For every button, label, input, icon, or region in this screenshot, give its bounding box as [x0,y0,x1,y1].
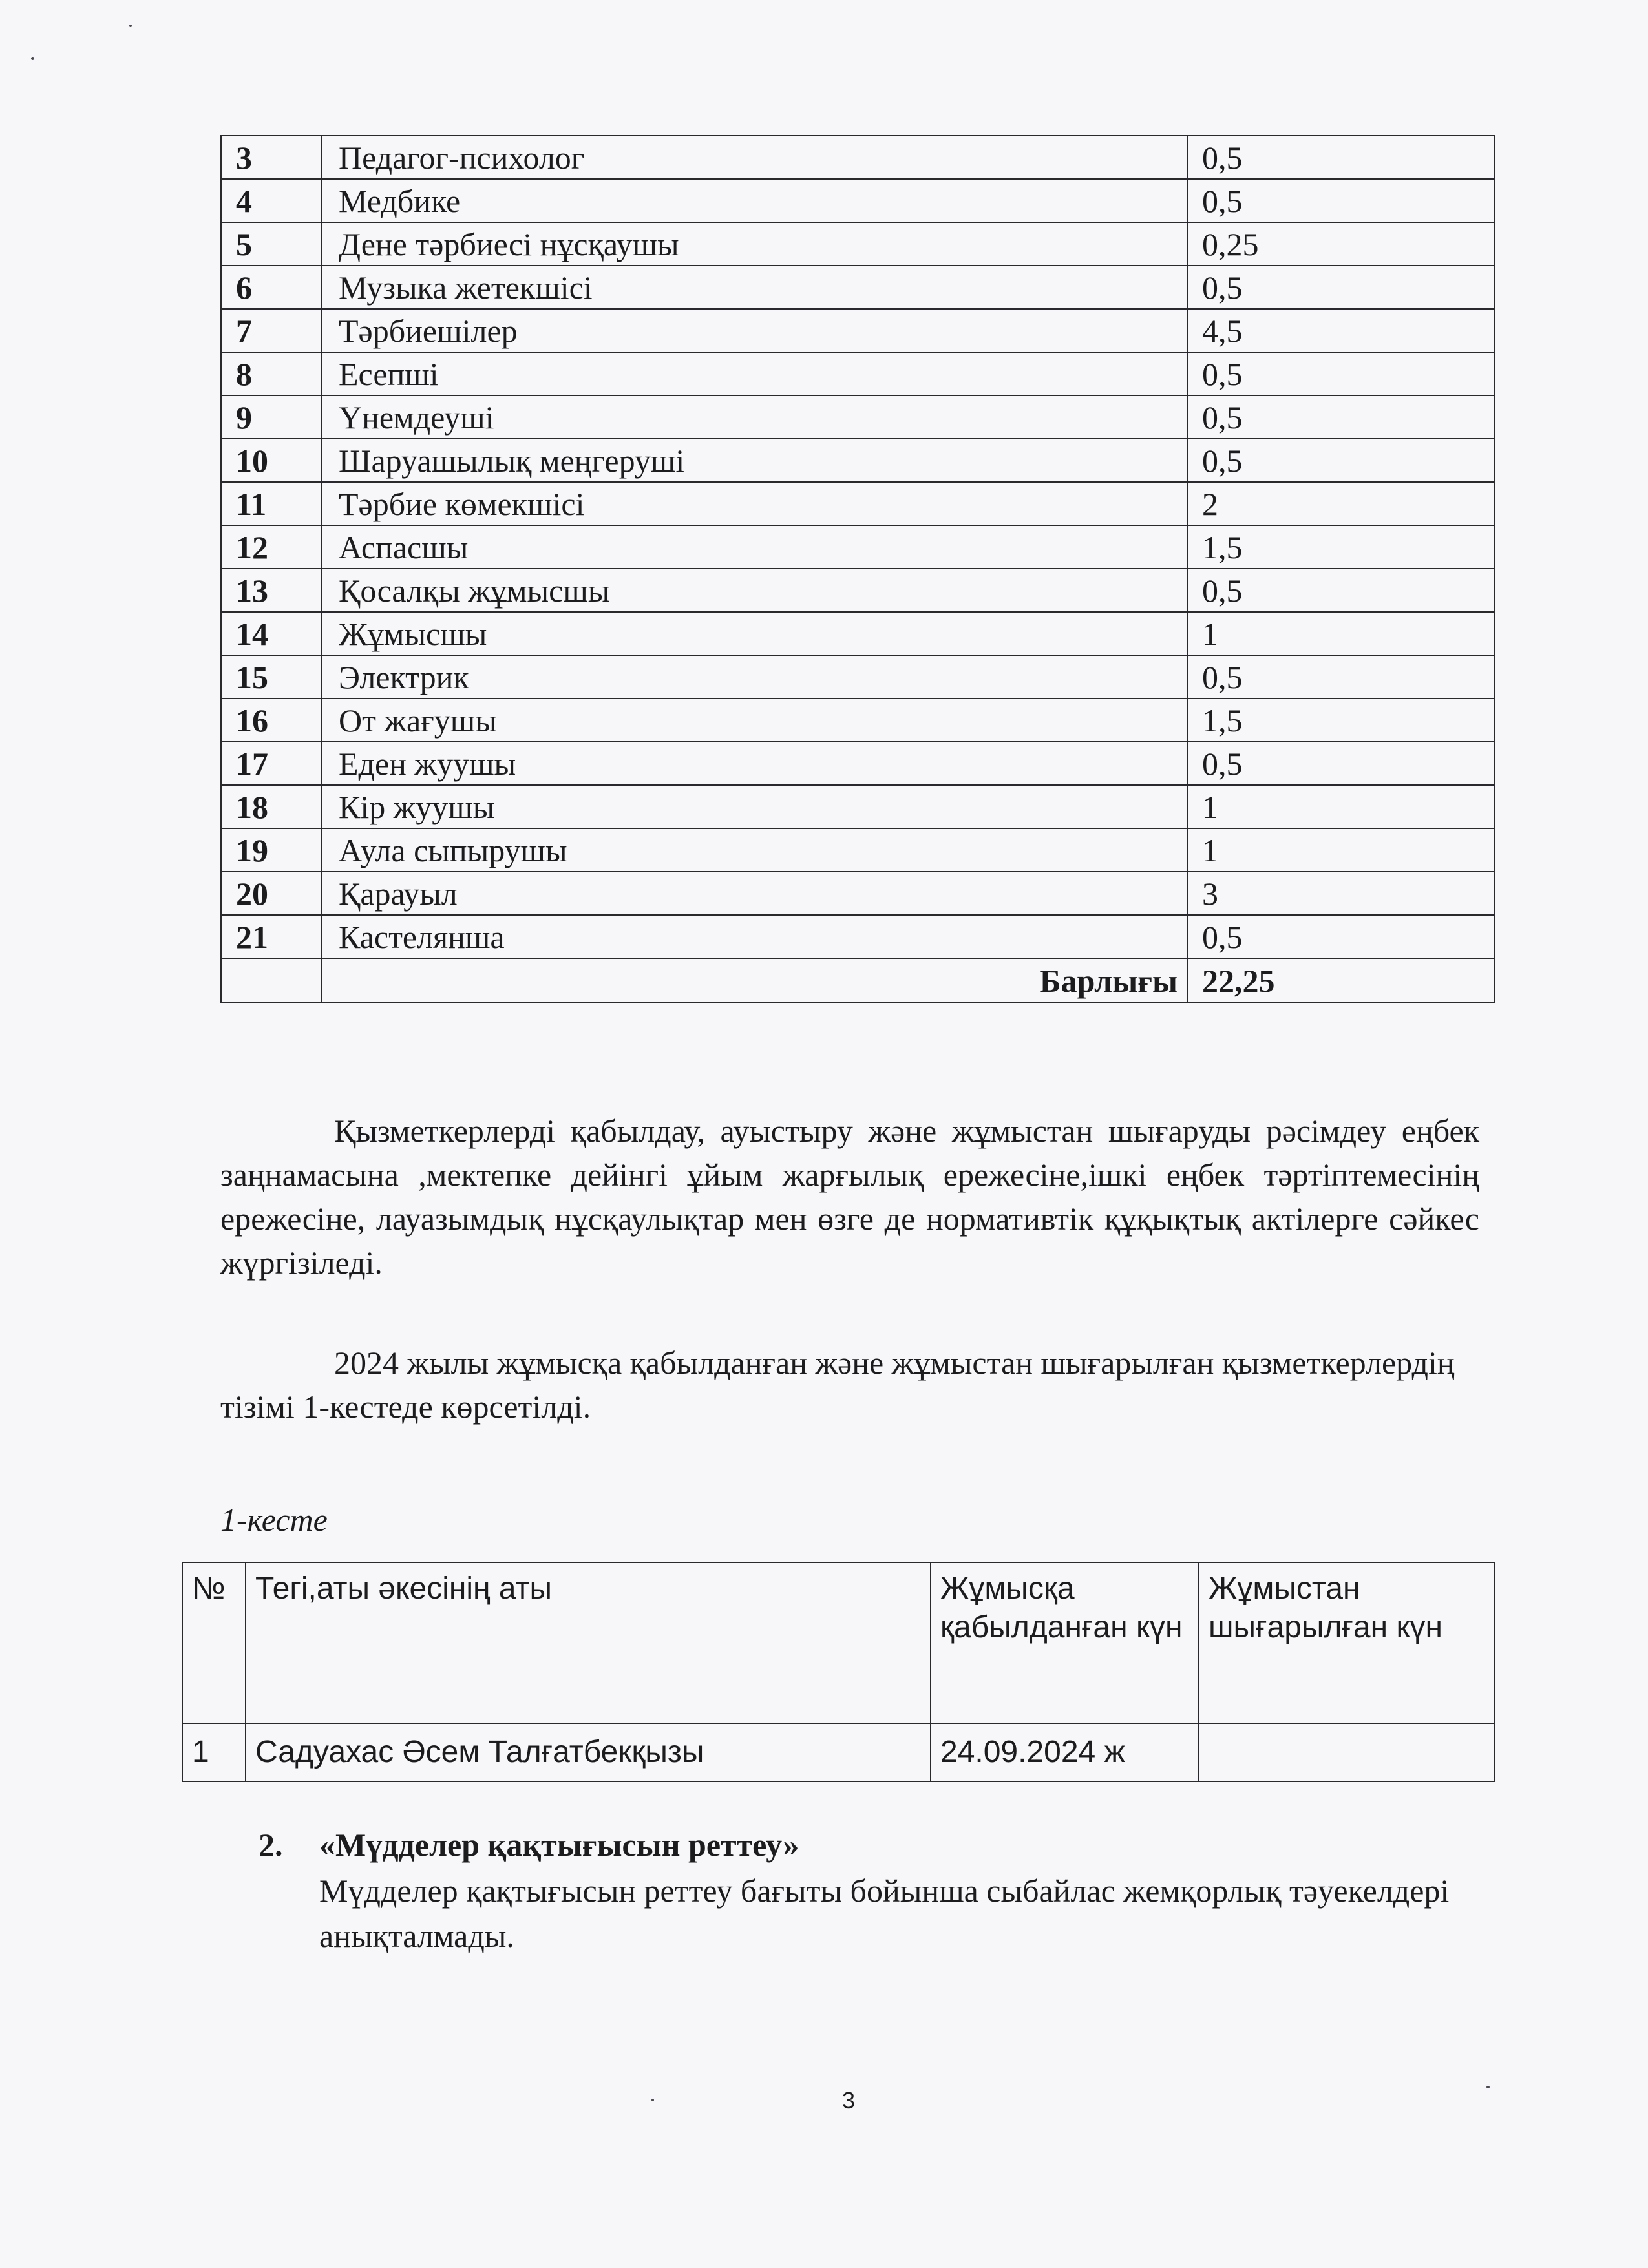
cell-rate: 1,5 [1187,525,1494,569]
table-row [221,698,1494,742]
table-row [221,828,1494,872]
cell-position: Үнемдеуші [322,395,1187,439]
cell-position: Аспасшы [322,525,1187,569]
cell-hire-date: 24.09.2024 ж [931,1723,1199,1781]
table-row [221,309,1494,352]
table-row [221,872,1494,915]
table-row [221,785,1494,828]
cell-rate: 1 [1187,828,1494,872]
cell-number: 13 [221,569,322,612]
cell-position: Кір жуушы [322,785,1187,828]
table-row [221,612,1494,655]
cell-number: 16 [221,698,322,742]
staff-rates-table [220,135,1495,1003]
cell-number: 9 [221,395,322,439]
paragraph-hiring-procedure: Қызметкерлерді қабылдау, ауыстыру және жұмыстан шығаруды рәсімдеу еңбек заңнамасына ,мектепке дейінгі ұйым жарғылық ережесіне,ішкі еңбек тәртіптемесінің ережесіне, лауазымдық нұсқаулықтар мен өзге де нормативтік құқықтық актілерге сәйкес жүргізіледі. [220,1113,1479,1281]
cell-rate: 1 [1187,785,1494,828]
section-body: Мүдделер қақтығысын реттеу бағыты бойынша сыбайлас жемқорлық тәуекелдері анықталмады. [319,1873,1450,1954]
cell-rate: 0,5 [1187,266,1494,309]
table1-caption: 1-кесте [220,1502,328,1538]
cell-number: 4 [221,179,322,222]
scan-speck [651,2099,654,2101]
scan-speck [129,25,132,27]
total-value: 22,25 [1187,958,1494,1003]
cell-number [221,958,322,1003]
table-row [221,525,1494,569]
table-row [182,1723,1494,1781]
cell-rate: 0,5 [1187,915,1494,958]
section-number: 2. [259,1827,283,1863]
table-row [221,136,1494,179]
cell-dismissal-date [1199,1723,1494,1781]
cell-number: 18 [221,785,322,828]
cell-number: 6 [221,266,322,309]
page-number: 3 [842,2087,856,2114]
cell-position: Музыка жетекшісі [322,266,1187,309]
staff-rates-table-body [221,136,1494,1003]
cell-number: 15 [221,655,322,698]
section-heading [259,1826,799,1864]
table-row [221,222,1494,266]
scan-speck [31,57,34,60]
cell-number: 20 [221,872,322,915]
cell-full-name: Садуахас Әсем Талғатбекқызы [246,1723,931,1781]
cell-rate: 0,5 [1187,179,1494,222]
cell-number: 10 [221,439,322,482]
scan-speck [1486,2086,1490,2088]
header-number: № [182,1562,246,1723]
header-full-name: Тегі,аты әкесінің аты [246,1562,931,1723]
cell-position: Электрик [322,655,1187,698]
cell-rate: 1,5 [1187,698,1494,742]
table-row [221,266,1494,309]
cell-position: Шаруашылық меңгеруші [322,439,1187,482]
cell-rate: 4,5 [1187,309,1494,352]
cell-position: Қосалқы жұмысшы [322,569,1187,612]
header-hire-date: Жұмысқа қабылданған күн [931,1562,1199,1723]
cell-position: От жағушы [322,698,1187,742]
cell-number: 14 [221,612,322,655]
cell-rate: 2 [1187,482,1494,525]
cell-position: Медбике [322,179,1187,222]
cell-rate: 3 [1187,872,1494,915]
cell-position: Педагог-психолог [322,136,1187,179]
table-row [221,179,1494,222]
hired-dismissed-table [182,1562,1495,1782]
cell-position: Есепші [322,352,1187,395]
total-row [221,958,1494,1003]
cell-position: Дене тәрбиесі нұсқаушы [322,222,1187,266]
cell-rate: 0,5 [1187,352,1494,395]
cell-position: Еден жуушы [322,742,1187,785]
cell-rate: 0,5 [1187,569,1494,612]
cell-number: 17 [221,742,322,785]
cell-rate: 0,5 [1187,742,1494,785]
table-row [221,569,1494,612]
table-row [221,395,1494,439]
table-row [221,915,1494,958]
cell-number: 1 [182,1723,246,1781]
cell-number: 12 [221,525,322,569]
table-row [221,655,1494,698]
header-dismissal-date: Жұмыстан шығарылған күн [1199,1562,1494,1723]
total-label: Барлығы [322,958,1187,1003]
cell-position: Аула сыпырушы [322,828,1187,872]
paragraph-employee-list-intro: 2024 жылы жұмысқа қабылданған және жұмыстан шығарылған қызметкерлердің тізімі 1-кестеде көрсетілді. [220,1345,1455,1425]
cell-rate: 0,5 [1187,136,1494,179]
cell-rate: 0,5 [1187,439,1494,482]
cell-number: 19 [221,828,322,872]
cell-number: 3 [221,136,322,179]
cell-position: Тәрбиешілер [322,309,1187,352]
cell-rate: 0,25 [1187,222,1494,266]
table-row [221,482,1494,525]
cell-rate: 1 [1187,612,1494,655]
cell-rate: 0,5 [1187,395,1494,439]
cell-number: 5 [221,222,322,266]
cell-position: Қарауыл [322,872,1187,915]
cell-number: 11 [221,482,322,525]
table-row [221,439,1494,482]
table-header-row [182,1562,1494,1723]
cell-position: Тәрбие көмекшісі [322,482,1187,525]
cell-rate: 0,5 [1187,655,1494,698]
cell-number: 7 [221,309,322,352]
cell-position: Жұмысшы [322,612,1187,655]
table-row [221,742,1494,785]
cell-number: 21 [221,915,322,958]
cell-number: 8 [221,352,322,395]
section-title: «Мүдделер қақтығысын реттеу» [319,1827,799,1863]
table-row [221,352,1494,395]
cell-position: Кастелянша [322,915,1187,958]
